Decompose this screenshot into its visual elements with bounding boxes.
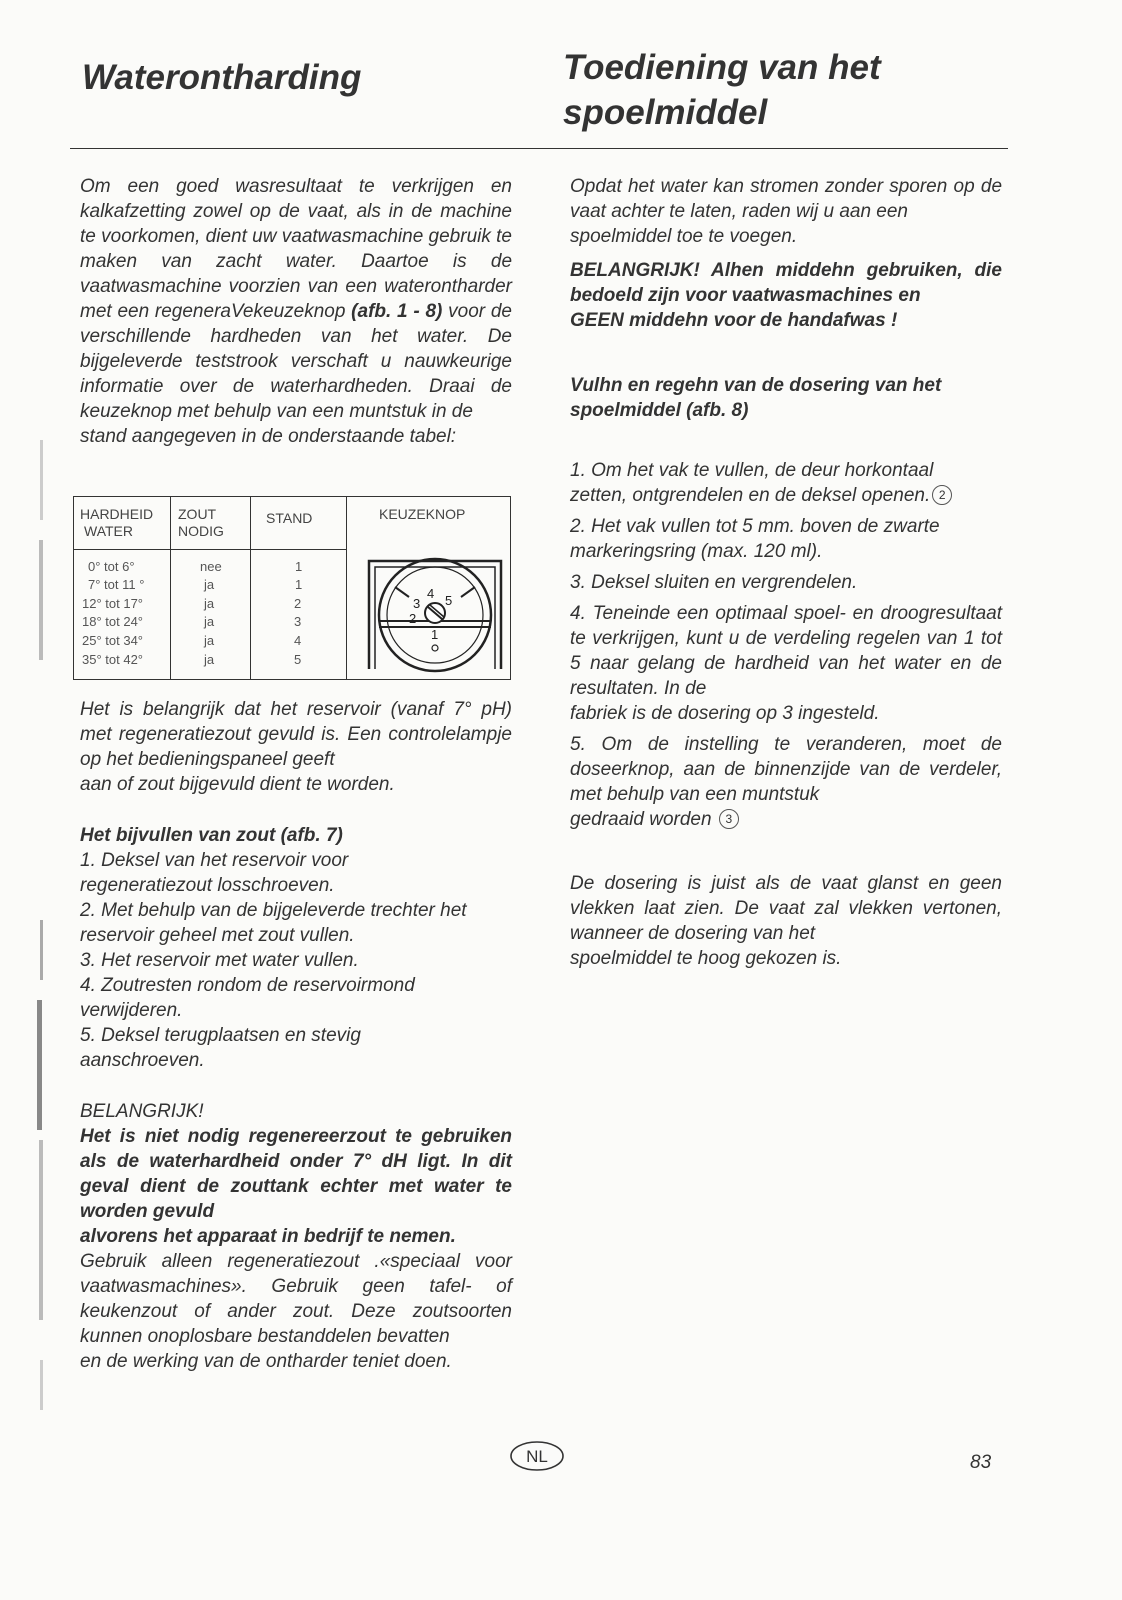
page-number: 83 (970, 1452, 992, 1473)
text-line: GEEN middehn voor de handafwas ! (570, 310, 898, 331)
text-line: spoelmiddel (afb. 8) (570, 400, 749, 421)
text-line: kunnen onoplosbare bestanddelen bevatten (80, 1326, 450, 1347)
cell-stand: 3 (294, 614, 302, 629)
cell-zout: ja (204, 633, 215, 648)
text-line: op de vaat achter te laten, raden wij u aan een (570, 176, 1003, 222)
important-bold-paragraph (80, 1124, 512, 1224)
cell-hardheid: 18° tot 24° (82, 614, 143, 629)
cell-hardheid: 12° tot 17° (82, 596, 143, 611)
cell-zout: ja (204, 614, 215, 629)
dosing-section-heading: Vulhn en regehn van de dosering van het (570, 375, 942, 396)
table-divider (250, 497, 251, 679)
reservoir-paragraph (80, 697, 512, 772)
salt-step-end: verwijderen. (80, 1000, 183, 1021)
salt-step-end: 3. Het reservoir met water vullen. (80, 950, 359, 971)
country-badge-nl (509, 1440, 565, 1472)
header-zout: ZOUT NODIG (178, 506, 224, 539)
text-line: bijgeleverde teststrook verschaft u nauwkeurige (80, 351, 512, 372)
cell-stand: 4 (294, 633, 302, 648)
salt-step-end: aanschroeven. (80, 1050, 205, 1071)
text-line: verschillende hardheden van het water. De (80, 326, 512, 347)
text-line: Het is niet nodig regenereerzout te (80, 1126, 413, 1147)
cell-zout: ja (204, 652, 215, 667)
text-line: aan of zout bijgevuld dient te worden. (80, 774, 395, 795)
intro-paragraph (80, 174, 512, 424)
selector-dial-illustration (365, 557, 505, 675)
salt-step-end: regeneratiezout losschroeven. (80, 875, 335, 896)
text-line: controlelampje op het bedieningspaneel geeft (80, 724, 512, 770)
title-divider (70, 148, 1008, 149)
cell-hardheid: 35° tot 42° (82, 652, 143, 667)
text-line: Het is belangrijk dat het reservoir (vanaf 7° pH) (80, 699, 512, 720)
text-line: keuzeknop met behulp van een muntstuk in de (80, 401, 473, 422)
cell-hardheid: 25° tot 34° (82, 633, 143, 648)
text-line: vaatwasmachines». Gebruik geen tafel- of (80, 1276, 512, 1297)
dial-number: 2 (409, 611, 417, 626)
text-line: spoelmiddel te hoog gekozen is. (570, 948, 842, 969)
step-end: fabriek is de dosering op 3 ingesteld. (570, 703, 880, 724)
text-line: regeneraVekeuzeknop (154, 301, 352, 322)
text-line: spoelmiddel toe te voegen. (570, 226, 798, 247)
figure-reference: (afb. 1 - 8) (351, 301, 443, 322)
salt-step: 2. Met behulp van de bijgeleverde trechter het (80, 900, 467, 921)
left-column (80, 174, 512, 1374)
text-line: Om een goed wasresultaat te verkrijgen en (80, 176, 512, 197)
dosing-step-5: 5. Om de instelling te veranderen, moet de doseerknop, aan de binnenzijde van de verdeler, met behulp van een muntstuk (570, 734, 1003, 805)
step-end: markeringsring (max. 120 ml). (570, 541, 823, 562)
salt-step: 1. Deksel van het reservoir voor (80, 850, 349, 871)
header-stand: STAND (266, 510, 313, 526)
dosing-step-4: 4. Teneinde een optimaal spoel- en droogresultaat te verkrijgen, kunt u de verdeling regelen van 1 tot 5 naar gelang de hardheid van het water en de resultaten. In de (570, 603, 1003, 699)
header-keuzeknop: KEUZEKNOP (379, 506, 466, 522)
salt-step: 4. Zoutresten rondom de reservoirmond (80, 975, 415, 996)
country-code: NL (526, 1447, 548, 1466)
important-paragraph (80, 1249, 512, 1349)
cell-hardheid: 0° tot 6° (88, 559, 135, 574)
text-line: water. Daartoe is de vaatwasmachine voorzien (80, 251, 513, 297)
text-line: Gebruik alleen regeneratiezout .«speciaal voor (80, 1251, 512, 1272)
right-intro-paragraph (570, 174, 1002, 224)
text-line: 7° dH ligt. In dit geval dient de zouttank (80, 1151, 512, 1197)
dosing-step-2: 2. Het vak vullen tot 5 mm. boven de zwarte (570, 516, 940, 537)
title-line-1: Toediening van het (563, 48, 881, 87)
scan-edge-artifact (28, 440, 54, 1420)
text-line: van een waterontharder met een (80, 276, 512, 322)
text-line: die bedoeld zijn voor vaatwasmachines en (570, 260, 1002, 306)
dial-number: 1 (431, 627, 439, 642)
cell-zout: ja (204, 577, 215, 592)
dosing-step-3: 3. Deksel sluiten en vergrendelen. (570, 572, 858, 593)
text-line: kalkafzetting zowel op de vaat, als in de (80, 201, 433, 222)
text-line: BELANGRIJK! Alhen middehn gebruiken, (570, 260, 963, 281)
text-line: met regeneratiezout gevuld is. Een (80, 724, 382, 745)
text-line: informatie over de waterhardheden. Draai de (80, 376, 512, 397)
section-title-toediening (563, 45, 1043, 135)
dosing-step-1: 1. Om het vak te vullen, de deur horkontaal (570, 460, 934, 481)
title-line-2: spoelmiddel (563, 93, 768, 132)
important-label: BELANGRIJK! (80, 1101, 204, 1122)
cell-stand: 5 (294, 652, 302, 667)
header-hardheid: HARDHEID WATER (80, 506, 154, 539)
text-line: alvorens het apparaat in bedrijf te nemen. (80, 1226, 456, 1247)
cell-hardheid: 7° tot 11 ° (88, 577, 145, 592)
cell-stand: 1 (295, 559, 303, 574)
text-line: gebruiken als de waterhardheid onder (80, 1126, 513, 1172)
right-column (570, 174, 1002, 971)
table-header-rule (74, 549, 346, 550)
table-divider (346, 497, 347, 679)
salt-step-end: reservoir geheel met zout vullen. (80, 925, 355, 946)
text-line: stand aangegeven in de onderstaande tabel: (80, 426, 457, 447)
rinse-aid-warning (570, 258, 1002, 308)
salt-step: 5. Deksel terugplaatsen en stevig (80, 1025, 361, 1046)
cell-stand: 1 (295, 577, 303, 592)
cell-stand: 2 (294, 596, 302, 611)
text-line: echter met water te worden gevuld (80, 1176, 512, 1222)
hardness-table (73, 496, 511, 680)
text-line: machine te voorkomen, dient uw (80, 201, 513, 247)
figure-ref-badge: 3 (719, 809, 739, 829)
cell-zout: ja (204, 596, 215, 611)
dial-number: 5 (445, 593, 453, 608)
step-end: gedraaid worden 3 (570, 807, 1002, 832)
text-line: vaatwasmachine gebruik te maken van zacht (80, 226, 512, 272)
figure-ref-badge: 2 (932, 485, 952, 505)
section-title-waterontharding: Waterontharding (82, 58, 362, 97)
text-line: Opdat het water kan stromen zonder sporen (570, 176, 948, 197)
salt-refill-heading: Het bijvullen van zout (afb. 7) (80, 825, 343, 846)
text-line: keukenzout of ander zout. Deze zoutsoorten (80, 1301, 512, 1322)
table-divider (170, 497, 171, 679)
dial-number: 4 (427, 586, 435, 601)
cell-zout: nee (200, 559, 222, 574)
text-line: voor de (442, 301, 512, 322)
step-end: zetten, ontgrendelen en de deksel openen. 2 (570, 483, 1002, 508)
text-line: en de werking van de ontharder teniet doen. (80, 1351, 452, 1372)
closing-paragraph: De dosering is juist als de vaat glanst en geen vlekken laat zien. De vaat zal vlekken vertonen, wanneer de dosering van het (570, 873, 1002, 944)
dial-number: 3 (413, 596, 421, 611)
